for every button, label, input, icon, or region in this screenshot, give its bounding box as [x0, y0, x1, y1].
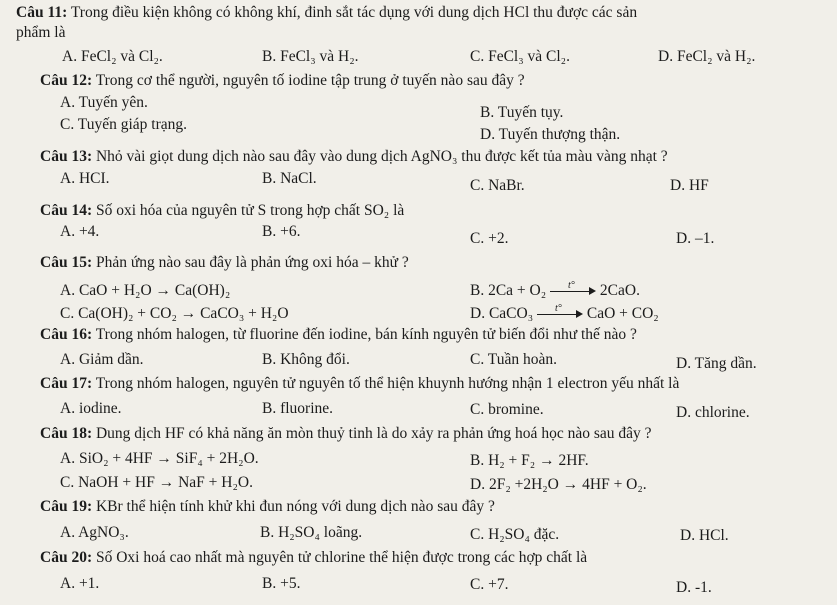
question-17	[40, 375, 679, 393]
q19-option-b: B. H₂SO₄ loãng.	[260, 524, 363, 541]
q15-option-a: A. CaO + H₂O → Ca(OH)₂	[60, 282, 231, 299]
question-label: Câu 15:	[40, 254, 93, 271]
question-label: Câu 11:	[16, 4, 68, 21]
question-16	[40, 326, 637, 344]
q15-option-c: C. Ca(OH)₂ + CO₂ → CaCO₃ + H₂O	[60, 305, 289, 322]
heat-arrow	[550, 280, 596, 296]
question-13	[40, 148, 668, 166]
q17-option-b: B. fluorine.	[262, 400, 334, 417]
q16-option-a: A. Giảm dần.	[60, 351, 144, 368]
question-20	[40, 549, 587, 567]
q14-option-a: A. +4.	[60, 223, 100, 240]
question-text: Trong nhóm halogen, từ fluorine đến iodine, bán kính nguyên tử biến đổi như thế nào ?	[95, 326, 637, 343]
question-text: Trong cơ thể người, nguyên tố iodine tập trung ở tuyến nào sau đây ?	[95, 72, 525, 89]
question-12	[40, 72, 525, 90]
q17-option-a: A. iodine.	[60, 400, 122, 417]
q18-option-d: D. 2F₂ +2H₂O → 4HF + O₂.	[470, 476, 647, 493]
q20-option-c: C. +7.	[470, 576, 509, 593]
q11-option-d: D. FeCl₂ và H₂.	[658, 48, 756, 65]
question-11-continued: phẩm là	[16, 24, 66, 41]
q15-option-b-products: 2CaO.	[599, 282, 640, 299]
q17-option-d: D. chlorine.	[676, 404, 750, 421]
heat-label: t°	[568, 280, 575, 292]
q17-option-c: C. bromine.	[470, 401, 544, 418]
q18-option-b: B. H₂ + F₂ → 2HF.	[470, 452, 589, 469]
question-14	[40, 202, 404, 220]
q14-option-d: D. –1.	[676, 230, 715, 247]
q13-option-c: C. NaBr.	[470, 177, 525, 194]
question-label: Câu 20:	[40, 549, 93, 566]
question-text: KBr thể hiện tính khử khi đun nóng với dung dịch nào sau đây ?	[95, 498, 495, 515]
q15-option-d-reactants: D. CaCO₃	[470, 305, 534, 322]
heat-label: t°	[554, 303, 562, 315]
q19-option-a: A. AgNO₃.	[60, 524, 129, 541]
question-label: Câu 18:	[40, 425, 93, 442]
q15-option-d-products: CaO + CO₂	[586, 305, 659, 322]
question-11	[16, 4, 637, 22]
q16-option-b: B. Không đổi.	[262, 351, 350, 368]
question-label: Câu 13:	[40, 148, 93, 165]
question-15	[40, 254, 409, 272]
q12-option-b: B. Tuyến tụy.	[480, 104, 564, 121]
question-text: Trong điều kiện không có không khí, đinh sắt tác dụng với dung dịch HCl thu được các sản	[70, 4, 638, 21]
question-label: Câu 16:	[40, 326, 93, 343]
heat-arrow	[537, 303, 583, 319]
question-text: Nhỏ vài giọt dung dịch nào sau đây vào dung dịch AgNO₃ thu được kết tủa màu vàng nhạt ?	[95, 148, 668, 165]
question-text: Dung dịch HF có khả năng ăn mòn thuỷ tinh là do xảy ra phản ứng hoá học nào sau đây ?	[95, 425, 652, 442]
question-text: Phản ứng nào sau đây là phản ứng oxi hóa – khử ?	[95, 254, 409, 271]
q19-option-c: C. H₂SO₄ đặc.	[470, 526, 560, 543]
q20-option-a: A. +1.	[60, 575, 100, 592]
q14-option-c: C. +2.	[470, 230, 509, 247]
q12-option-a: A. Tuyến yên.	[60, 94, 148, 111]
question-text: Số Oxi hoá cao nhất mà nguyên tử chlorine thể hiện được trong các hợp chất là	[95, 549, 588, 566]
q16-option-d: D. Tăng dần.	[676, 355, 757, 372]
q16-option-c: C. Tuần hoàn.	[470, 351, 557, 368]
question-label: Câu 12:	[40, 72, 93, 89]
q18-option-a: A. SiO₂ + 4HF → SiF₄ + 2H₂O.	[60, 450, 259, 467]
question-text: Số oxi hóa của nguyên tử S trong hợp chất SO₂ là	[95, 202, 405, 219]
q15-option-d	[470, 305, 659, 323]
question-label: Câu 19:	[40, 498, 93, 515]
q15-option-b-reactants: B. 2Ca + O₂	[470, 282, 547, 299]
q20-option-b: B. +5.	[262, 575, 301, 592]
q18-option-c: C. NaOH + HF → NaF + H₂O.	[60, 474, 253, 491]
q20-option-d: D. -1.	[676, 579, 712, 596]
q13-option-a: A. HCI.	[60, 170, 110, 187]
q19-option-d: D. HCl.	[680, 527, 729, 544]
question-18	[40, 425, 652, 443]
q11-option-b: B. FeCl₃ và H₂.	[262, 48, 359, 65]
question-label: Câu 17:	[40, 375, 93, 392]
q15-option-b	[470, 282, 640, 300]
question-label: Câu 14:	[40, 202, 93, 219]
q12-option-c: C. Tuyến giáp trạng.	[60, 116, 188, 133]
question-19	[40, 498, 495, 516]
q11-option-a: A. FeCl₂ và Cl₂.	[62, 48, 163, 65]
q13-option-d: D. HF	[670, 177, 709, 194]
q14-option-b: B. +6.	[262, 223, 301, 240]
question-text: Trong nhóm halogen, nguyên tử nguyên tố thể hiện khuynh hướng nhận 1 electron yếu nhất là	[95, 375, 680, 392]
q13-option-b: B. NaCl.	[262, 170, 317, 187]
q12-option-d: D. Tuyến thượng thận.	[480, 126, 621, 143]
q11-option-c: C. FeCl₃ và Cl₂.	[470, 48, 570, 65]
